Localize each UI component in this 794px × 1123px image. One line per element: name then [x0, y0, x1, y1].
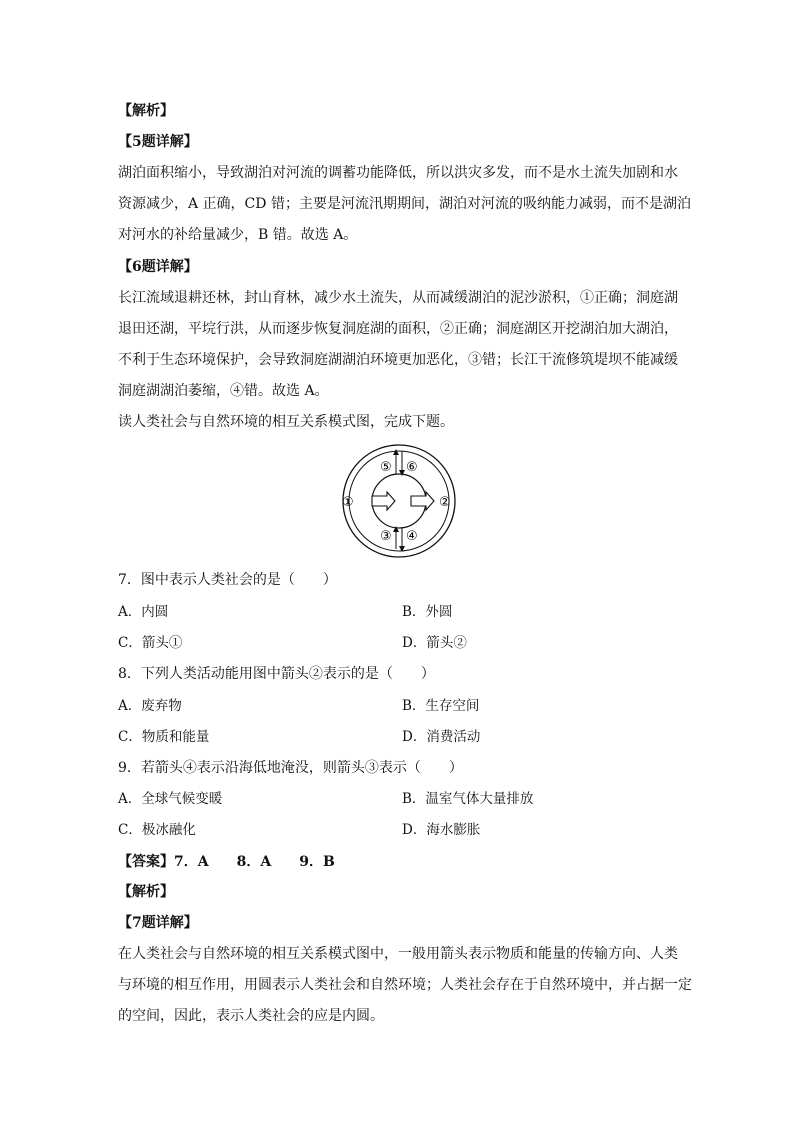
q8-option-d: D．消费活动	[402, 729, 481, 745]
q7-detail-heading: 【7题详解】	[118, 915, 198, 931]
q7-detail-line: 与环境的相互作用，用圆表示人类社会和自然环境；人类社会存在于自然环境中，并占据一定	[118, 977, 692, 993]
q8-option-b: B．生存空间	[402, 698, 480, 714]
relationship-diagram	[335, 443, 465, 561]
label-6: ⑥	[406, 460, 418, 475]
q9-option-d: D．海水膨胀	[402, 822, 481, 838]
q5-detail-line: 湖泊面积缩小，导致湖泊对河流的调蓄功能降低，所以洪灾多发，而不是水土流失加剧和水	[118, 165, 678, 181]
q9-option-a: A．全球气候变暖	[118, 791, 223, 807]
answer-line: 【答案】7．A 8．A 9．B	[118, 854, 335, 870]
q5-detail-line: 对河水的补给量减少，B 错。故选 A。	[118, 227, 358, 243]
q9-option-c: C．极冰融化	[118, 822, 196, 838]
label-4: ④	[406, 529, 418, 544]
label-1: ①	[342, 495, 354, 510]
q8-option-a: A．废弃物	[118, 698, 182, 714]
analysis-heading: 【解析】	[118, 103, 174, 119]
arrow-2	[411, 492, 434, 510]
q7-option-a: A．内圆	[118, 604, 169, 620]
label-2: ②	[439, 495, 451, 510]
q7-detail-line: 在人类社会与自然环境的相互关系模式图中，一般用箭头表示物质和能量的传输方向、人类	[118, 946, 678, 962]
question-7-stem: 7．图中表示人类社会的是（ ）	[118, 572, 337, 588]
question-9-stem: 9．若箭头④表示沿海低地淹没，则箭头③表示（ ）	[118, 760, 463, 776]
q9-option-b: B．温室气体大量排放	[402, 791, 534, 807]
q6-detail-line: 洞庭湖湖泊萎缩，④错。故选 A。	[118, 383, 329, 399]
arrow-1	[372, 492, 395, 510]
q7-detail-line: 的空间，因此，表示人类社会的应是内圆。	[118, 1008, 384, 1024]
q6-detail-heading: 【6题详解】	[118, 259, 198, 275]
q6-detail-line: 长江流域退耕还林，封山育林，减少水土流失，从而减缓湖泊的泥沙淤积，①正确；洞庭湖	[118, 290, 678, 306]
label-3: ③	[380, 529, 392, 544]
analysis-heading-2: 【解析】	[118, 884, 174, 900]
arrow-5	[393, 449, 399, 455]
q6-detail-line: 退田还湖，平垸行洪，从而逐步恢复洞庭湖的面积，②正确；洞庭湖区开挖湖泊加大湖泊，	[118, 321, 678, 337]
arrow-6	[399, 470, 405, 476]
arrow-3	[393, 526, 399, 532]
q7-option-b: B．外圆	[402, 604, 453, 620]
q7-option-d: D．箭头②	[402, 635, 467, 651]
q6-detail-line: 不利于生态环境保护，会导致洞庭湖湖泊环境更加恶化，③错；长江干流修筑堤坝不能减缓	[118, 352, 678, 368]
label-5: ⑤	[380, 460, 392, 475]
q5-detail-heading: 【5题详解】	[118, 134, 198, 150]
diagram-intro: 读人类社会与自然环境的相互关系模式图，完成下题。	[118, 414, 454, 430]
q8-option-c: C．物质和能量	[118, 729, 210, 745]
question-8-stem: 8．下列人类活动能用图中箭头②表示的是（ ）	[118, 666, 435, 682]
q7-option-c: C．箭头①	[118, 635, 183, 651]
q5-detail-line: 资源减少，A 正确，CD 错；主要是河流汛期期间，湖泊对河流的吸纳能力减弱，而不是湖泊	[118, 196, 691, 212]
